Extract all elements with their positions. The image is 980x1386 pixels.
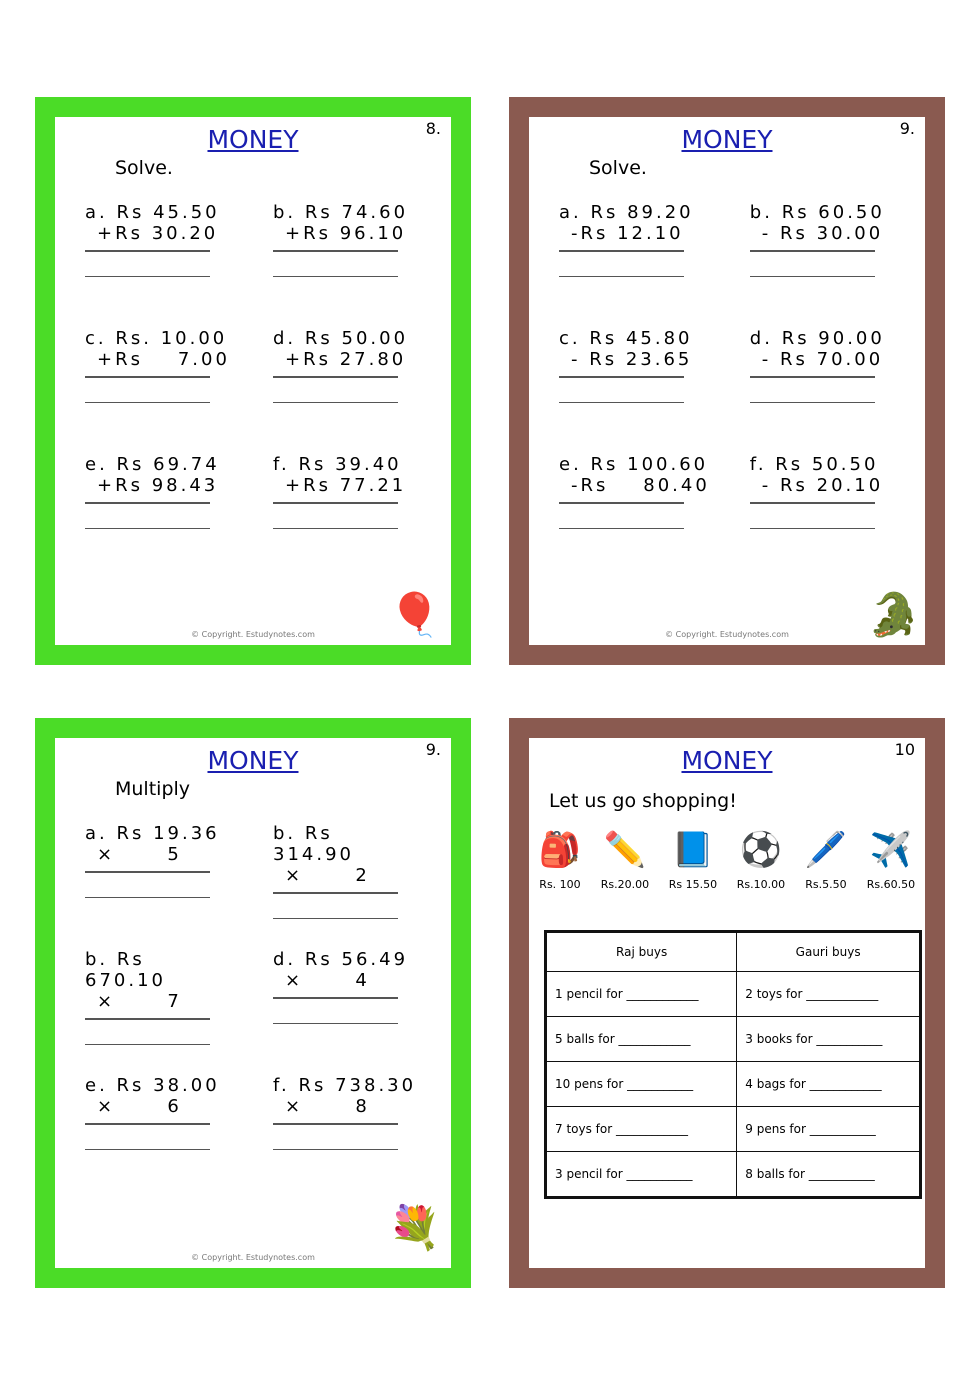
dragon-icon: 🐊 <box>867 590 920 639</box>
toy-plane-icon: ✈️ <box>869 830 913 870</box>
gauri-cell[interactable]: 8 balls for ___________ <box>737 1152 921 1198</box>
answer-line[interactable] <box>85 402 210 403</box>
price-label: Rs.20.00 <box>600 878 650 891</box>
answer-line[interactable] <box>85 897 210 898</box>
shopping-table <box>544 930 922 1199</box>
problem-label: a. <box>559 202 582 223</box>
problem-label: e. <box>85 454 108 475</box>
problem-operand-2: - Rs 30.00 <box>761 223 884 244</box>
problem-operand-1: Rs 60.50 <box>781 202 885 223</box>
result-line <box>273 1123 398 1125</box>
raj-cell[interactable]: 1 pencil for ____________ <box>546 972 737 1017</box>
result-line <box>750 502 875 504</box>
problem <box>559 454 710 580</box>
page-number: 8. <box>425 119 441 138</box>
answer-line[interactable] <box>750 276 875 277</box>
problem-operand-2: × 8 <box>285 1096 370 1117</box>
problem <box>85 823 233 949</box>
problem-operand-1: Rs 38.00 <box>116 1075 220 1096</box>
raj-cell[interactable]: 3 pencil for ___________ <box>546 1152 737 1198</box>
problem-label: f. <box>273 1075 290 1096</box>
book-icon: 📘 <box>671 830 715 870</box>
answer-line[interactable] <box>559 528 684 529</box>
problem-operand-1: Rs 69.74 <box>116 454 220 475</box>
copyright: © Copyright. Estudynotes.com <box>191 1253 315 1262</box>
problem-operand-1: Rs 100.60 <box>590 454 709 475</box>
result-line <box>750 376 875 378</box>
copyright: © Copyright. Estudynotes.com <box>191 630 315 639</box>
problem-label: e. <box>85 1075 108 1096</box>
problem <box>85 328 233 454</box>
raj-cell[interactable]: 10 pens for ___________ <box>546 1062 737 1107</box>
problem-operand-2: +Rs 27.80 <box>285 349 407 370</box>
answer-line[interactable] <box>559 402 684 403</box>
problem-operand-2: - Rs 23.65 <box>571 349 693 370</box>
instruction: Let us go shopping! <box>549 790 737 812</box>
problem-operand-1: Rs 50.50 <box>775 454 879 475</box>
problem-operand-2: +Rs 77.21 <box>285 475 407 496</box>
result-line <box>750 250 875 252</box>
instruction: Solve. <box>589 157 647 179</box>
result-line <box>85 871 210 873</box>
price-item <box>669 830 717 891</box>
problem-operand-1: Rs 39.40 <box>298 454 402 475</box>
price-item <box>737 830 785 891</box>
answer-line[interactable] <box>750 402 875 403</box>
problem <box>559 328 710 454</box>
card-subtraction <box>509 97 945 665</box>
result-line <box>85 502 210 504</box>
card-multiply <box>35 718 471 1288</box>
raj-cell[interactable]: 5 balls for ____________ <box>546 1017 737 1062</box>
problem-operand-1: Rs. 10.00 <box>115 328 228 349</box>
problem-label: f. <box>273 454 290 475</box>
result-line <box>273 250 398 252</box>
price-label: Rs. 100 <box>539 878 581 891</box>
problem-label: d. <box>749 328 773 349</box>
price-item <box>539 830 581 891</box>
answer-line[interactable] <box>273 402 398 403</box>
result-line <box>559 502 684 504</box>
table-row <box>546 1017 921 1062</box>
problem-operand-2: - Rs 70.00 <box>761 349 884 370</box>
problem <box>85 949 233 1075</box>
price-item <box>867 830 915 891</box>
problem-label: b. <box>85 949 109 970</box>
card-title: MONEY <box>681 125 773 154</box>
problem <box>559 202 710 328</box>
problem-operand-2: × 7 <box>97 991 182 1012</box>
gauri-cell[interactable]: 4 bags for ____________ <box>737 1062 921 1107</box>
problem <box>750 454 895 580</box>
gauri-cell[interactable]: 2 toys for ____________ <box>737 972 921 1017</box>
problem-operand-1: Rs 50.00 <box>304 328 409 349</box>
problem <box>750 202 895 328</box>
problem <box>273 202 421 328</box>
table-row <box>546 1062 921 1107</box>
problem-operand-2: -Rs 12.10 <box>571 223 684 244</box>
page-number: 9. <box>899 119 915 138</box>
result-line <box>273 502 398 504</box>
problem-operand-2: × 4 <box>285 970 370 991</box>
problem <box>85 454 233 580</box>
problem <box>273 1075 421 1201</box>
result-line <box>85 376 210 378</box>
instruction: Multiply <box>115 778 191 800</box>
price-label: Rs.60.50 <box>866 878 916 891</box>
problem-operand-1: Rs 738.30 <box>298 1075 417 1096</box>
problem-operand-1: Rs 314.90 <box>273 823 354 865</box>
problem <box>273 328 421 454</box>
page-number: 10 <box>894 740 915 759</box>
result-line <box>273 892 398 894</box>
result-line <box>273 997 398 999</box>
problem-operand-2: +Rs 96.10 <box>285 223 407 244</box>
answer-line[interactable] <box>273 1149 398 1150</box>
problem-label: b. <box>273 823 297 844</box>
problem-operand-2: +Rs 30.20 <box>97 223 219 244</box>
problem-operand-2: × 5 <box>97 844 182 865</box>
result-line <box>559 250 684 252</box>
problem-label: d. <box>273 328 297 349</box>
copyright: © Copyright. Estudynotes.com <box>665 630 789 639</box>
problem-label: b. <box>273 202 297 223</box>
page-number: 9. <box>425 740 441 759</box>
answer-line[interactable] <box>85 528 210 529</box>
card-title: MONEY <box>207 125 299 154</box>
problem-label: a. <box>85 823 108 844</box>
answer-line[interactable] <box>85 1149 210 1150</box>
header-gauri: Gauri buys <box>737 932 921 972</box>
problem-operand-2: +Rs 98.43 <box>97 475 219 496</box>
raj-cell[interactable]: 7 toys for ____________ <box>546 1107 737 1152</box>
problem <box>273 823 421 949</box>
answer-line[interactable] <box>85 276 210 277</box>
card-shopping <box>509 718 945 1288</box>
problem-label: c. <box>85 328 107 349</box>
problem-label: d. <box>273 949 297 970</box>
result-line <box>85 1123 210 1125</box>
problem-label: b. <box>749 202 773 223</box>
result-line <box>273 376 398 378</box>
problem <box>273 454 421 580</box>
price-label: Rs.10.00 <box>736 878 786 891</box>
price-item <box>601 830 649 891</box>
clown-balloons-icon: 🎈 <box>388 590 441 639</box>
price-label: Rs.5.50 <box>805 878 847 891</box>
answer-line[interactable] <box>273 276 398 277</box>
header-raj: Raj buys <box>546 932 737 972</box>
answer-line[interactable] <box>273 528 398 529</box>
answer-line[interactable] <box>273 1023 398 1024</box>
ball-icon: ⚽ <box>739 830 783 870</box>
result-line <box>85 250 210 252</box>
price-items <box>529 830 925 891</box>
problem <box>85 1075 233 1201</box>
problem-operand-1: Rs 89.20 <box>590 202 694 223</box>
problem <box>273 949 421 1075</box>
price-item <box>805 830 847 891</box>
problem-operand-1: Rs 56.49 <box>304 949 409 970</box>
problem-label: e. <box>559 454 582 475</box>
problem-operand-1: Rs 670.10 <box>85 949 166 991</box>
pencils-icon: ✏️ <box>603 830 647 870</box>
card-title: MONEY <box>681 746 773 775</box>
problem-label: f. <box>749 454 767 475</box>
answer-line[interactable] <box>559 276 684 277</box>
answer-line[interactable] <box>750 528 875 529</box>
card-addition <box>35 97 471 665</box>
problem <box>750 328 895 454</box>
price-label: Rs 15.50 <box>668 878 718 891</box>
gauri-cell[interactable]: 9 pens for ___________ <box>737 1107 921 1152</box>
problem-operand-2: × 2 <box>285 865 370 886</box>
pen-icon: 🖊️ <box>804 830 848 870</box>
problem-operand-2: - Rs 20.10 <box>761 475 884 496</box>
problem-operand-2: -Rs 80.40 <box>571 475 710 496</box>
result-line <box>559 376 684 378</box>
table-row <box>546 1152 921 1198</box>
table-row <box>546 1107 921 1152</box>
problem-label: c. <box>559 328 581 349</box>
table-row <box>546 972 921 1017</box>
problem-operand-2: +Rs 7.00 <box>97 349 230 370</box>
problem-operand-1: Rs 45.50 <box>116 202 220 223</box>
problem <box>85 202 233 328</box>
problem-operand-1: Rs 74.60 <box>304 202 409 223</box>
problem-operand-2: × 6 <box>97 1096 182 1117</box>
problem-operand-1: Rs 19.36 <box>116 823 220 844</box>
flowers-icon: 💐 <box>388 1203 441 1252</box>
gauri-cell[interactable]: 3 books for ___________ <box>737 1017 921 1062</box>
problem-operand-1: Rs 90.00 <box>781 328 885 349</box>
backpack-icon: 🎒 <box>538 830 582 870</box>
answer-line[interactable] <box>273 918 398 919</box>
problem-label: a. <box>85 202 108 223</box>
instruction: Solve. <box>115 157 173 179</box>
answer-line[interactable] <box>85 1044 210 1045</box>
result-line <box>85 1018 210 1020</box>
card-title: MONEY <box>207 746 299 775</box>
problem-operand-1: Rs 45.80 <box>589 328 693 349</box>
